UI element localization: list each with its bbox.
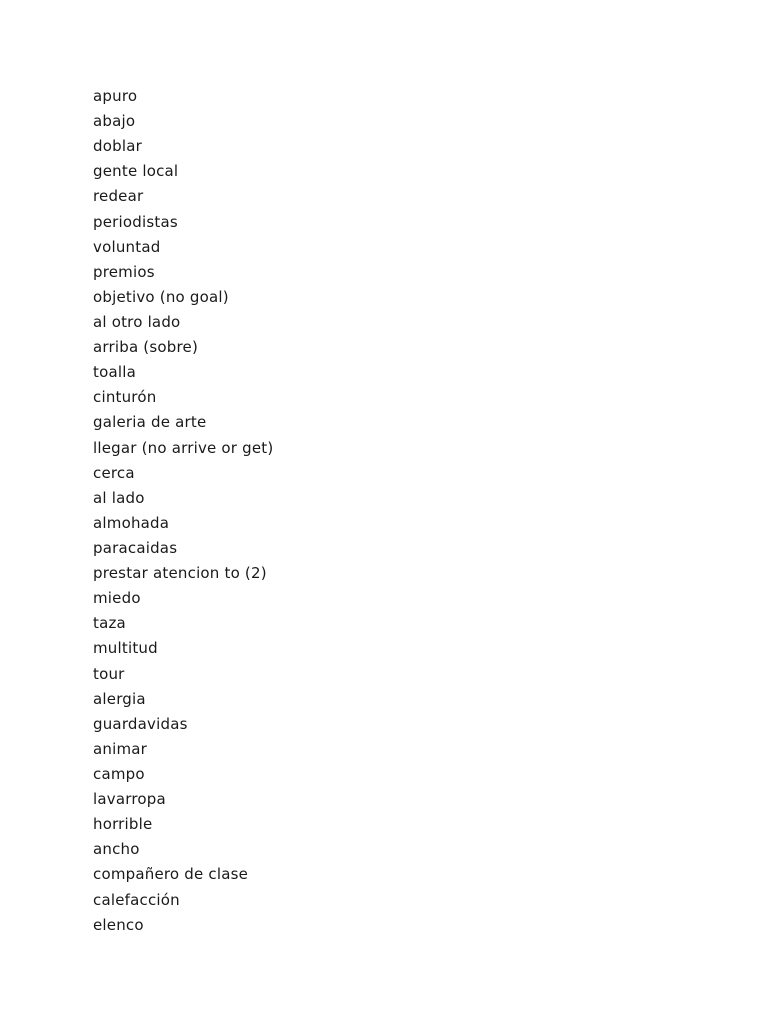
list-item: premios <box>93 262 155 281</box>
list-item: taza <box>93 614 126 633</box>
list-item: redear <box>93 187 144 206</box>
vocabulary-list <box>93 84 273 938</box>
list-item: guardavidas <box>93 714 188 733</box>
list-item: horrible <box>93 815 153 834</box>
list-item: cinturón <box>93 388 157 407</box>
list-item: miedo <box>93 589 141 608</box>
list-item: cerca <box>93 463 135 482</box>
list-item: toalla <box>93 363 136 382</box>
list-item: abajo <box>93 112 136 131</box>
list-item: al otro lado <box>93 312 181 331</box>
list-item: arriba (sobre) <box>93 338 198 357</box>
list-item: objetivo (no goal) <box>93 287 229 306</box>
list-item: prestar atencion to (2) <box>93 564 267 583</box>
list-item: gente local <box>93 162 179 181</box>
list-item: llegar (no arrive or get) <box>93 438 274 457</box>
list-item: galeria de arte <box>93 413 207 432</box>
list-item: alergia <box>93 689 146 708</box>
list-item: voluntad <box>93 237 161 256</box>
list-item: compañero de clase <box>93 865 249 884</box>
list-item: doblar <box>93 137 142 156</box>
list-item: calefacción <box>93 890 180 909</box>
list-item: multitud <box>93 639 158 658</box>
list-item: animar <box>93 739 148 758</box>
list-item: tour <box>93 664 125 683</box>
list-item: campo <box>93 764 145 783</box>
list-item: apuro <box>93 87 138 105</box>
list-item: paracaidas <box>93 538 178 557</box>
list-item: ancho <box>93 840 140 859</box>
list-item: elenco <box>93 915 144 934</box>
list-item: lavarropa <box>93 790 166 809</box>
list-item: almohada <box>93 513 170 532</box>
list-item: al lado <box>93 488 145 507</box>
list-item: periodistas <box>93 212 178 231</box>
